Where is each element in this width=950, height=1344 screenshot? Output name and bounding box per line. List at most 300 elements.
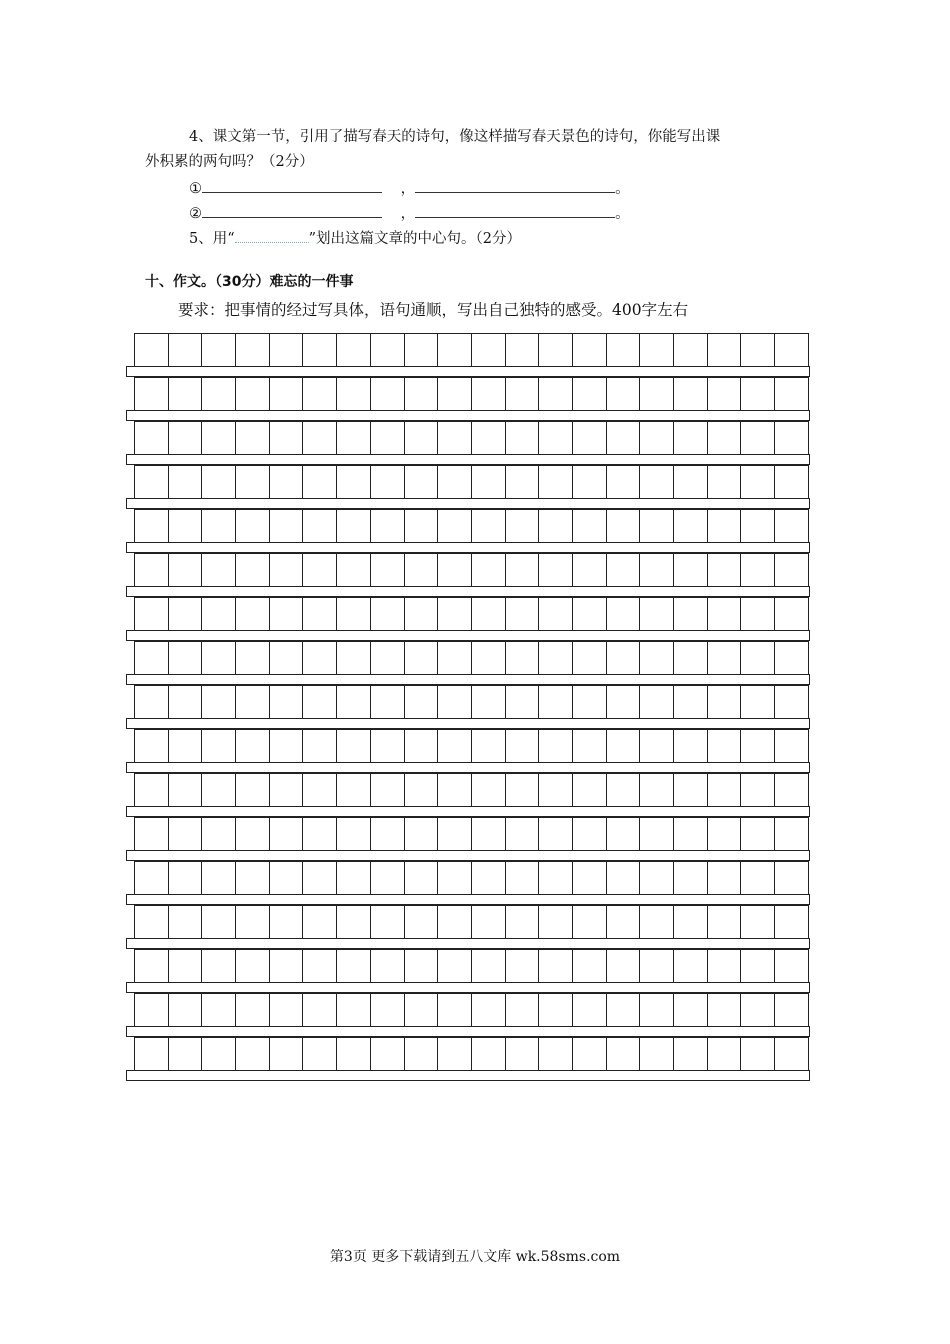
grid-cell[interactable]	[506, 554, 540, 587]
grid-cell[interactable]	[472, 818, 506, 851]
grid-cell[interactable]	[775, 378, 809, 411]
grid-cell[interactable]	[674, 378, 708, 411]
grid-cell[interactable]	[405, 774, 439, 807]
grid-cell[interactable]	[775, 422, 809, 455]
grid-cell[interactable]	[573, 730, 607, 763]
grid-cell[interactable]	[607, 642, 641, 675]
grid-cell[interactable]	[539, 422, 573, 455]
grid-cell[interactable]	[472, 686, 506, 719]
grid-cell[interactable]	[169, 598, 203, 631]
grid-cell[interactable]	[573, 818, 607, 851]
grid-cell[interactable]	[135, 378, 169, 411]
grid-cell[interactable]	[539, 466, 573, 499]
grid-cell[interactable]	[303, 950, 337, 983]
grid-cell[interactable]	[270, 554, 304, 587]
grid-cell[interactable]	[775, 642, 809, 675]
grid-cell[interactable]	[741, 378, 775, 411]
grid-cell[interactable]	[371, 554, 405, 587]
grid-cell[interactable]	[270, 686, 304, 719]
grid-cell[interactable]	[303, 730, 337, 763]
grid-cell[interactable]	[303, 994, 337, 1027]
grid-cell[interactable]	[640, 422, 674, 455]
grid-cell[interactable]	[135, 774, 169, 807]
grid-cell[interactable]	[607, 466, 641, 499]
grid-cell[interactable]	[202, 510, 236, 543]
grid-cell[interactable]	[539, 510, 573, 543]
grid-cell[interactable]	[337, 818, 371, 851]
grid-cell[interactable]	[270, 1038, 304, 1071]
grid-cell[interactable]	[539, 642, 573, 675]
grid-cell[interactable]	[337, 378, 371, 411]
grid-cell[interactable]	[303, 378, 337, 411]
grid-cell[interactable]	[775, 950, 809, 983]
grid-cell[interactable]	[405, 554, 439, 587]
grid-cell[interactable]	[202, 598, 236, 631]
grid-cell[interactable]	[169, 510, 203, 543]
grid-cell[interactable]	[337, 422, 371, 455]
grid-cell[interactable]	[371, 994, 405, 1027]
grid-cell[interactable]	[169, 642, 203, 675]
grid-cell[interactable]	[202, 862, 236, 895]
grid-cell[interactable]	[539, 334, 573, 367]
grid-cell[interactable]	[607, 774, 641, 807]
grid-cell[interactable]	[573, 906, 607, 939]
grid-cell[interactable]	[775, 730, 809, 763]
grid-cell[interactable]	[708, 730, 742, 763]
grid-cell[interactable]	[236, 950, 270, 983]
grid-cell[interactable]	[741, 686, 775, 719]
grid-cell[interactable]	[674, 1038, 708, 1071]
grid-cell[interactable]	[472, 510, 506, 543]
grid-cell[interactable]	[270, 774, 304, 807]
grid-cell[interactable]	[405, 334, 439, 367]
grid-cell[interactable]	[708, 862, 742, 895]
grid-cell[interactable]	[236, 466, 270, 499]
grid-cell[interactable]	[236, 994, 270, 1027]
grid-cell[interactable]	[741, 598, 775, 631]
grid-cell[interactable]	[438, 334, 472, 367]
grid-cell[interactable]	[270, 862, 304, 895]
grid-cell[interactable]	[135, 598, 169, 631]
answer-blank-2a[interactable]	[202, 203, 382, 218]
grid-cell[interactable]	[708, 1038, 742, 1071]
grid-cell[interactable]	[337, 1038, 371, 1071]
grid-cell[interactable]	[405, 862, 439, 895]
grid-cell[interactable]	[135, 994, 169, 1027]
grid-cell[interactable]	[708, 422, 742, 455]
grid-cell[interactable]	[741, 510, 775, 543]
grid-cell[interactable]	[303, 906, 337, 939]
grid-cell[interactable]	[506, 950, 540, 983]
grid-cell[interactable]	[573, 466, 607, 499]
grid-cell[interactable]	[405, 686, 439, 719]
grid-cell[interactable]	[438, 950, 472, 983]
grid-cell[interactable]	[539, 862, 573, 895]
grid-cell[interactable]	[303, 642, 337, 675]
grid-cell[interactable]	[607, 334, 641, 367]
grid-cell[interactable]	[438, 730, 472, 763]
grid-cell[interactable]	[371, 730, 405, 763]
grid-cell[interactable]	[202, 774, 236, 807]
grid-cell[interactable]	[640, 818, 674, 851]
grid-cell[interactable]	[337, 994, 371, 1027]
grid-cell[interactable]	[539, 818, 573, 851]
grid-cell[interactable]	[405, 378, 439, 411]
grid-cell[interactable]	[371, 818, 405, 851]
grid-cell[interactable]	[270, 818, 304, 851]
grid-cell[interactable]	[472, 422, 506, 455]
grid-cell[interactable]	[640, 378, 674, 411]
grid-cell[interactable]	[405, 1038, 439, 1071]
grid-cell[interactable]	[169, 994, 203, 1027]
grid-cell[interactable]	[506, 466, 540, 499]
grid-cell[interactable]	[775, 466, 809, 499]
grid-cell[interactable]	[607, 818, 641, 851]
grid-cell[interactable]	[202, 466, 236, 499]
grid-cell[interactable]	[438, 598, 472, 631]
grid-cell[interactable]	[371, 774, 405, 807]
grid-cell[interactable]	[371, 642, 405, 675]
grid-cell[interactable]	[270, 906, 304, 939]
grid-cell[interactable]	[573, 862, 607, 895]
grid-cell[interactable]	[741, 906, 775, 939]
grid-cell[interactable]	[202, 730, 236, 763]
grid-cell[interactable]	[337, 466, 371, 499]
grid-cell[interactable]	[303, 422, 337, 455]
grid-cell[interactable]	[405, 818, 439, 851]
grid-cell[interactable]	[573, 510, 607, 543]
grid-cell[interactable]	[270, 598, 304, 631]
grid-cell[interactable]	[674, 774, 708, 807]
grid-cell[interactable]	[236, 554, 270, 587]
grid-cell[interactable]	[337, 510, 371, 543]
grid-cell[interactable]	[472, 862, 506, 895]
grid-cell[interactable]	[708, 598, 742, 631]
grid-cell[interactable]	[438, 510, 472, 543]
grid-cell[interactable]	[539, 994, 573, 1027]
grid-cell[interactable]	[573, 994, 607, 1027]
grid-cell[interactable]	[202, 554, 236, 587]
grid-cell[interactable]	[202, 994, 236, 1027]
answer-blank-2b[interactable]	[415, 203, 615, 218]
grid-cell[interactable]	[135, 642, 169, 675]
grid-cell[interactable]	[169, 906, 203, 939]
grid-cell[interactable]	[438, 686, 472, 719]
grid-cell[interactable]	[472, 554, 506, 587]
grid-cell[interactable]	[573, 642, 607, 675]
grid-cell[interactable]	[303, 774, 337, 807]
grid-cell[interactable]	[135, 466, 169, 499]
essay-writing-grid[interactable]	[126, 333, 810, 1081]
grid-cell[interactable]	[405, 642, 439, 675]
grid-cell[interactable]	[337, 642, 371, 675]
grid-cell[interactable]	[371, 334, 405, 367]
grid-cell[interactable]	[674, 994, 708, 1027]
grid-cell[interactable]	[135, 686, 169, 719]
grid-cell[interactable]	[202, 422, 236, 455]
grid-cell[interactable]	[775, 686, 809, 719]
grid-cell[interactable]	[371, 686, 405, 719]
grid-cell[interactable]	[708, 906, 742, 939]
grid-cell[interactable]	[573, 950, 607, 983]
grid-cell[interactable]	[573, 554, 607, 587]
grid-cell[interactable]	[539, 774, 573, 807]
grid-cell[interactable]	[539, 378, 573, 411]
grid-cell[interactable]	[674, 554, 708, 587]
grid-cell[interactable]	[674, 906, 708, 939]
grid-cell[interactable]	[438, 554, 472, 587]
grid-cell[interactable]	[539, 730, 573, 763]
grid-cell[interactable]	[674, 730, 708, 763]
grid-cell[interactable]	[674, 334, 708, 367]
grid-cell[interactable]	[270, 994, 304, 1027]
grid-cell[interactable]	[607, 686, 641, 719]
grid-cell[interactable]	[270, 642, 304, 675]
grid-cell[interactable]	[236, 862, 270, 895]
grid-cell[interactable]	[674, 422, 708, 455]
grid-cell[interactable]	[539, 1038, 573, 1071]
grid-cell[interactable]	[607, 994, 641, 1027]
grid-cell[interactable]	[270, 510, 304, 543]
grid-cell[interactable]	[775, 598, 809, 631]
grid-cell[interactable]	[202, 906, 236, 939]
grid-cell[interactable]	[236, 818, 270, 851]
grid-cell[interactable]	[303, 554, 337, 587]
grid-cell[interactable]	[640, 598, 674, 631]
grid-cell[interactable]	[337, 334, 371, 367]
grid-cell[interactable]	[135, 818, 169, 851]
grid-cell[interactable]	[169, 950, 203, 983]
grid-cell[interactable]	[202, 1038, 236, 1071]
grid-cell[interactable]	[337, 862, 371, 895]
grid-cell[interactable]	[202, 686, 236, 719]
grid-cell[interactable]	[202, 642, 236, 675]
grid-cell[interactable]	[337, 730, 371, 763]
grid-cell[interactable]	[135, 334, 169, 367]
grid-cell[interactable]	[640, 906, 674, 939]
grid-cell[interactable]	[169, 774, 203, 807]
grid-cell[interactable]	[337, 950, 371, 983]
grid-cell[interactable]	[472, 994, 506, 1027]
grid-cell[interactable]	[775, 1038, 809, 1071]
grid-cell[interactable]	[236, 334, 270, 367]
grid-cell[interactable]	[506, 334, 540, 367]
grid-cell[interactable]	[506, 1038, 540, 1071]
grid-cell[interactable]	[202, 378, 236, 411]
grid-cell[interactable]	[674, 818, 708, 851]
grid-cell[interactable]	[539, 906, 573, 939]
grid-cell[interactable]	[573, 686, 607, 719]
grid-cell[interactable]	[573, 598, 607, 631]
grid-cell[interactable]	[708, 510, 742, 543]
grid-cell[interactable]	[640, 686, 674, 719]
grid-cell[interactable]	[741, 554, 775, 587]
grid-cell[interactable]	[506, 378, 540, 411]
grid-cell[interactable]	[539, 686, 573, 719]
grid-cell[interactable]	[270, 466, 304, 499]
grid-cell[interactable]	[405, 510, 439, 543]
grid-cell[interactable]	[236, 774, 270, 807]
grid-cell[interactable]	[775, 862, 809, 895]
grid-cell[interactable]	[741, 994, 775, 1027]
grid-cell[interactable]	[472, 730, 506, 763]
grid-cell[interactable]	[236, 598, 270, 631]
grid-cell[interactable]	[303, 686, 337, 719]
grid-cell[interactable]	[607, 510, 641, 543]
grid-cell[interactable]	[573, 1038, 607, 1071]
grid-cell[interactable]	[640, 554, 674, 587]
grid-cell[interactable]	[640, 642, 674, 675]
grid-cell[interactable]	[135, 862, 169, 895]
grid-cell[interactable]	[472, 334, 506, 367]
grid-cell[interactable]	[607, 554, 641, 587]
grid-cell[interactable]	[708, 378, 742, 411]
grid-cell[interactable]	[169, 378, 203, 411]
grid-cell[interactable]	[337, 598, 371, 631]
grid-cell[interactable]	[135, 950, 169, 983]
grid-cell[interactable]	[506, 686, 540, 719]
grid-cell[interactable]	[371, 598, 405, 631]
grid-cell[interactable]	[674, 950, 708, 983]
grid-cell[interactable]	[708, 642, 742, 675]
grid-cell[interactable]	[708, 334, 742, 367]
grid-cell[interactable]	[607, 730, 641, 763]
grid-cell[interactable]	[337, 774, 371, 807]
grid-cell[interactable]	[506, 730, 540, 763]
grid-cell[interactable]	[775, 510, 809, 543]
grid-cell[interactable]	[303, 510, 337, 543]
grid-cell[interactable]	[303, 334, 337, 367]
grid-cell[interactable]	[135, 730, 169, 763]
grid-cell[interactable]	[135, 554, 169, 587]
grid-cell[interactable]	[135, 1038, 169, 1071]
grid-cell[interactable]	[640, 1038, 674, 1071]
grid-cell[interactable]	[472, 906, 506, 939]
grid-cell[interactable]	[607, 422, 641, 455]
grid-cell[interactable]	[708, 818, 742, 851]
grid-cell[interactable]	[472, 378, 506, 411]
grid-cell[interactable]	[741, 774, 775, 807]
grid-cell[interactable]	[472, 950, 506, 983]
grid-cell[interactable]	[236, 906, 270, 939]
grid-cell[interactable]	[573, 378, 607, 411]
grid-cell[interactable]	[135, 510, 169, 543]
grid-cell[interactable]	[640, 994, 674, 1027]
grid-cell[interactable]	[169, 466, 203, 499]
grid-cell[interactable]	[438, 422, 472, 455]
grid-cell[interactable]	[674, 598, 708, 631]
grid-cell[interactable]	[741, 642, 775, 675]
grid-cell[interactable]	[640, 510, 674, 543]
grid-cell[interactable]	[371, 950, 405, 983]
grid-cell[interactable]	[708, 950, 742, 983]
grid-cell[interactable]	[741, 950, 775, 983]
grid-cell[interactable]	[708, 466, 742, 499]
answer-blank-1b[interactable]	[415, 178, 615, 193]
grid-cell[interactable]	[674, 686, 708, 719]
grid-cell[interactable]	[607, 950, 641, 983]
grid-cell[interactable]	[270, 334, 304, 367]
grid-cell[interactable]	[472, 1038, 506, 1071]
grid-cell[interactable]	[506, 906, 540, 939]
grid-cell[interactable]	[135, 422, 169, 455]
grid-cell[interactable]	[674, 466, 708, 499]
grid-cell[interactable]	[775, 774, 809, 807]
grid-cell[interactable]	[506, 422, 540, 455]
grid-cell[interactable]	[371, 862, 405, 895]
grid-cell[interactable]	[303, 862, 337, 895]
grid-cell[interactable]	[169, 862, 203, 895]
grid-cell[interactable]	[640, 862, 674, 895]
grid-cell[interactable]	[506, 774, 540, 807]
grid-cell[interactable]	[573, 334, 607, 367]
grid-cell[interactable]	[438, 994, 472, 1027]
grid-cell[interactable]	[607, 378, 641, 411]
grid-cell[interactable]	[506, 510, 540, 543]
grid-cell[interactable]	[741, 334, 775, 367]
grid-cell[interactable]	[438, 1038, 472, 1071]
grid-cell[interactable]	[573, 774, 607, 807]
grid-cell[interactable]	[438, 906, 472, 939]
grid-cell[interactable]	[236, 1038, 270, 1071]
grid-cell[interactable]	[472, 642, 506, 675]
grid-cell[interactable]	[438, 862, 472, 895]
grid-cell[interactable]	[405, 730, 439, 763]
grid-cell[interactable]	[741, 466, 775, 499]
grid-cell[interactable]	[236, 422, 270, 455]
grid-cell[interactable]	[236, 378, 270, 411]
grid-cell[interactable]	[708, 686, 742, 719]
grid-cell[interactable]	[337, 906, 371, 939]
grid-cell[interactable]	[438, 378, 472, 411]
grid-cell[interactable]	[741, 730, 775, 763]
grid-cell[interactable]	[607, 1038, 641, 1071]
grid-cell[interactable]	[405, 422, 439, 455]
grid-cell[interactable]	[303, 1038, 337, 1071]
grid-cell[interactable]	[741, 862, 775, 895]
grid-cell[interactable]	[438, 642, 472, 675]
grid-cell[interactable]	[405, 950, 439, 983]
grid-cell[interactable]	[169, 686, 203, 719]
grid-cell[interactable]	[708, 774, 742, 807]
grid-cell[interactable]	[741, 422, 775, 455]
grid-cell[interactable]	[270, 950, 304, 983]
grid-cell[interactable]	[472, 466, 506, 499]
grid-cell[interactable]	[303, 466, 337, 499]
grid-cell[interactable]	[236, 730, 270, 763]
grid-cell[interactable]	[640, 950, 674, 983]
grid-cell[interactable]	[270, 422, 304, 455]
grid-cell[interactable]	[775, 906, 809, 939]
grid-cell[interactable]	[405, 466, 439, 499]
grid-cell[interactable]	[640, 730, 674, 763]
grid-cell[interactable]	[741, 818, 775, 851]
grid-cell[interactable]	[202, 950, 236, 983]
grid-cell[interactable]	[270, 730, 304, 763]
grid-cell[interactable]	[708, 994, 742, 1027]
grid-cell[interactable]	[539, 598, 573, 631]
grid-cell[interactable]	[775, 334, 809, 367]
grid-cell[interactable]	[506, 862, 540, 895]
grid-cell[interactable]	[303, 818, 337, 851]
grid-cell[interactable]	[674, 862, 708, 895]
grid-cell[interactable]	[775, 994, 809, 1027]
grid-cell[interactable]	[169, 554, 203, 587]
grid-cell[interactable]	[775, 554, 809, 587]
grid-cell[interactable]	[405, 598, 439, 631]
grid-cell[interactable]	[169, 818, 203, 851]
grid-cell[interactable]	[506, 598, 540, 631]
